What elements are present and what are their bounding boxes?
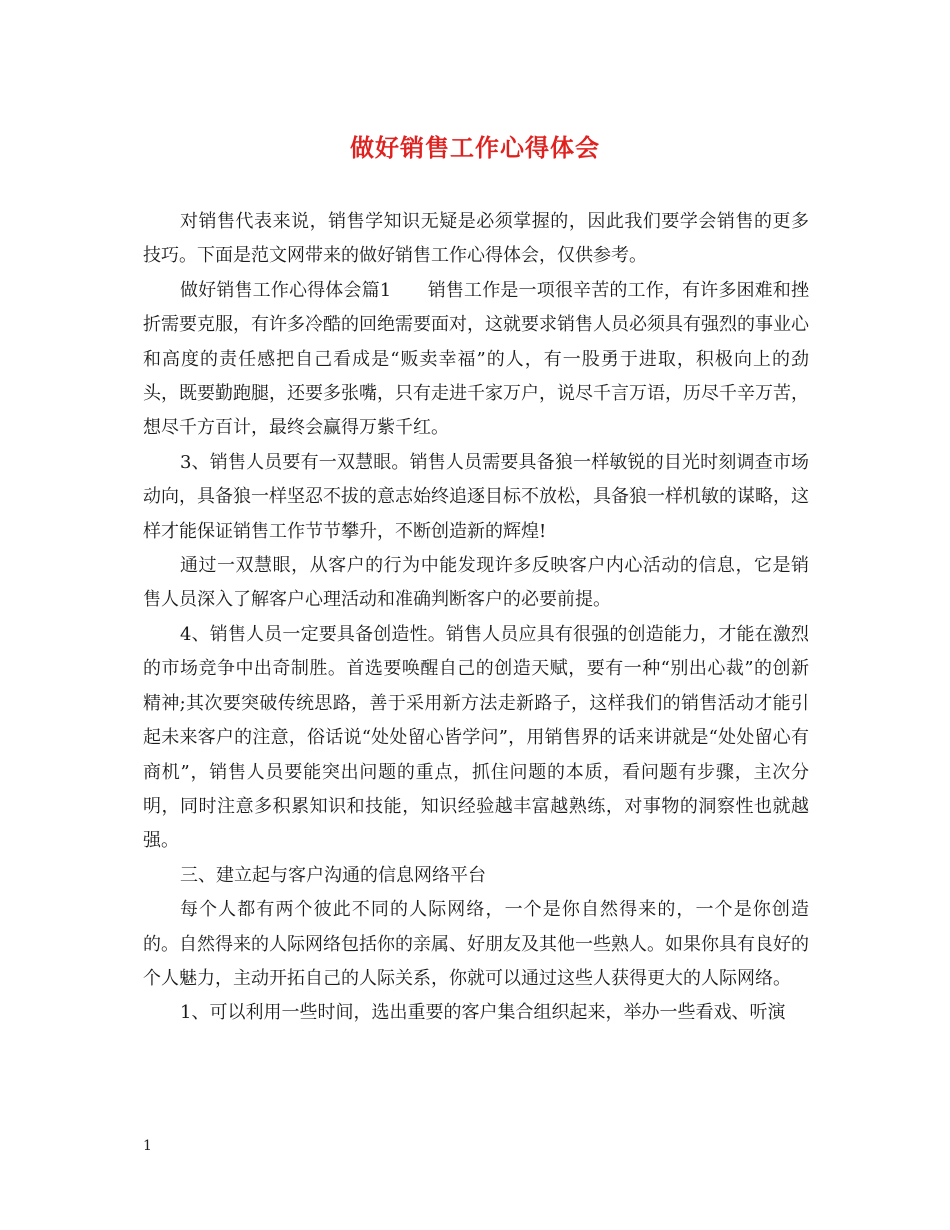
document-body bbox=[143, 205, 809, 1031]
paragraph-network: 每个人都有两个彼此不同的人际网络，一个是你自然得来的，一个是你创造的。自然得来的人际网络包括你的亲属、好朋友及其他一些熟人。如果你具有良好的个人魅力，主动开拓自己的人际关系，你就可以通过这些人获得更大的人际网络。 bbox=[143, 899, 809, 989]
paragraph-point-3: 3、销售人员要有一双慧眼。销售人员需要具备狼一样敏锐的目光时刻调查市场动向，具备狼一样坚忍不拔的意志始终追逐目标不放松，具备狼一样机敏的谋略，这样才能保证销售工作节节攀升，不断创造新的辉煌! bbox=[143, 451, 809, 542]
paragraph-insight: 通过一双慧眼，从客户的行为中能发现许多反映客户内心活动的信息，它是销售人员深入了解客户心理活动和准确判断客户的必要前提。 bbox=[143, 555, 809, 611]
paragraph-part-1: 做好销售工作心得体会篇1 销售工作是一项很辛苦的工作，有许多困难和挫折需要克服，有许多冷酷的回绝需要面对，这就要求销售人员必须具有强烈的事业心和高度的责任感把自己看成是“贩卖幸福”的人，有一股勇于进取，积极向上的劲头，既要勤跑腿，还要多张嘴，只有走进千家万户，说尽千言万语，历尽千辛万苦，想尽千方百计，最终会赢得万紫千红。 bbox=[143, 279, 809, 439]
paragraph-point-4: 4、销售人员一定要具备创造性。销售人员应具有很强的创造能力，才能在激烈的市场竞争中出奇制胜。首选要唤醒自己的创造天赋，要有一种“别出心裁”的创新精神;其次要突破传统思路，善于采用新方法走新路子，这样我们的销售活动才能引起未来客户的注意，俗话说“处处留心皆学问”，用销售界的话来讲就是“处处留心有商机”，销售人员要能突出问题的重点，抓住问题的本质，看问题有步骤，主次分明，同时注意多积累知识和技能，知识经验越丰富越熟练，对事物的洞察性也就越强。 bbox=[143, 623, 809, 852]
page-number: 1 bbox=[143, 1138, 152, 1154]
paragraph-network-point-1: 1、可以利用一些时间，选出重要的客户集合组织起来，举办一些看戏、听演 bbox=[180, 1002, 786, 1024]
page-title: 做好销售工作心得体会 bbox=[350, 133, 600, 162]
paragraph-intro: 对销售代表来说，销售学知识无疑是必须掌握的，因此我们要学会销售的更多技巧。下面是范文网带来的做好销售工作心得体会，仅供参考。 bbox=[143, 211, 809, 267]
section-heading-3: 三、建立起与客户沟通的信息网络平台 bbox=[180, 864, 486, 886]
